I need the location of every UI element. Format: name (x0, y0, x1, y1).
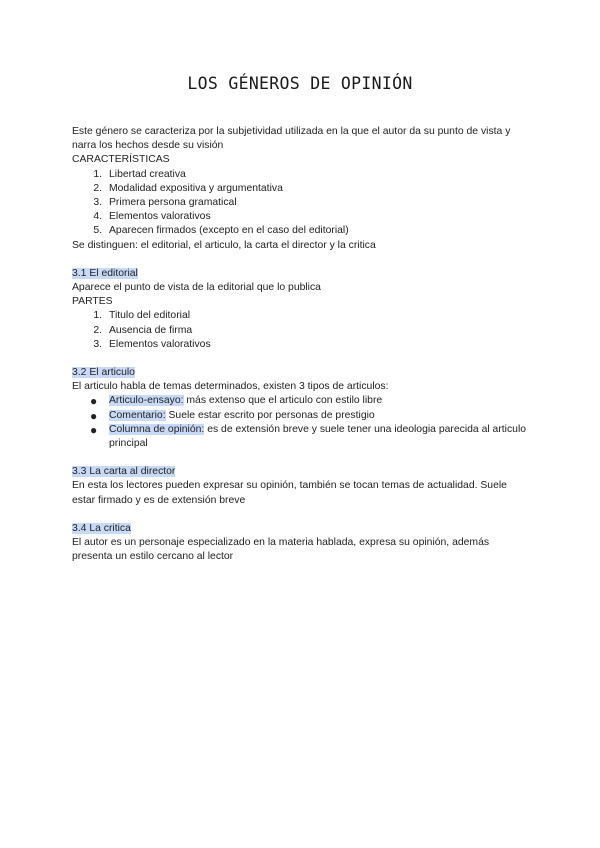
section-heading-editorial: 3.1 El editorial (72, 267, 138, 279)
section-heading-articulo: 3.2 El articulo (72, 367, 135, 379)
characteristics-label: CARACTERÍSTICAS (72, 154, 170, 166)
page-title: LOS GÉNEROS DE OPINIÓN (187, 74, 413, 93)
list-item: ● Comentario: Suele estar escrito por personas de prestigio (90, 408, 375, 423)
critica-paragraph: El autor es un personaje especializado en la materia hablada, expresa su opinión, además presenta un estilo cercano al lector (72, 537, 490, 563)
carta-paragraph: En esta los lectores pueden expresar su opinión, también se tocan temas de actualidad. Suele estar firmado y es de extensión breve (72, 480, 507, 506)
section-heading-carta: 3.3 La carta al director (72, 466, 176, 478)
list-item: 1. Libertad creativa (93, 168, 186, 180)
list-item: 3. Primera persona gramatical (93, 197, 237, 209)
list-item: 2. Ausencia de firma (93, 324, 193, 336)
list-item: 4. Elementos valorativos (93, 211, 211, 223)
intro-paragraph: Este género se caracteriza por la subjetividad utilizada en la que el autor da su punto de vista y narra los hechos desde su visión (72, 126, 511, 152)
list-item: 5. Aparecen firmados (excepto en el caso del editorial) (93, 225, 349, 237)
parts-label: PARTES (72, 296, 113, 308)
article-types-list (72, 394, 532, 451)
list-item: ● Articulo-ensayo: más extenso que el articulo con estilo libre (90, 394, 383, 409)
section-heading-critica: 3.4 La critica (72, 522, 131, 534)
list-item: 2. Modalidad expositiva y argumentativa (93, 182, 283, 194)
list-item: ● Columna de opinión: es de extensión breve y suele tener una ideologia parecida al articulo principal (90, 422, 527, 450)
distinction-paragraph: Se distinguen: el editorial, el articulo, la carta el director y la critica (72, 239, 376, 251)
bullet-icon: ● (90, 394, 98, 409)
editorial-paragraph: Aparece el punto de vista de la editorial que lo publica (72, 282, 321, 294)
document-body (72, 125, 532, 564)
articulo-paragraph: El articulo habla de temas determinados, existen 3 tipos de articulos: (72, 381, 389, 393)
characteristics-list (72, 168, 532, 239)
bullet-icon: ● (90, 422, 98, 437)
bullet-icon: ● (90, 408, 98, 423)
list-item: 3. Elementos valorativos (93, 338, 211, 350)
parts-list (72, 309, 532, 352)
list-item: 1. Titulo del editorial (93, 310, 191, 322)
